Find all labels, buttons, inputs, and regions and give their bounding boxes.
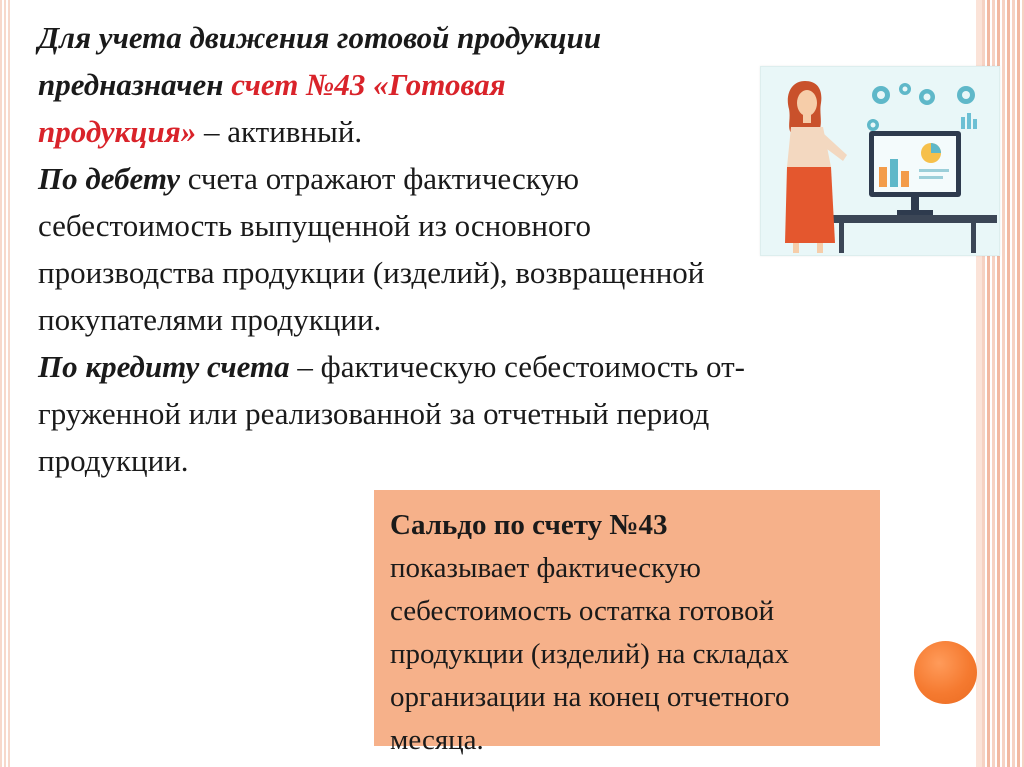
paragraph-3-line-3: продукции. bbox=[38, 443, 189, 478]
paragraph-3-line-1 bbox=[38, 343, 968, 390]
paragraph-2-line-3: производства продукции (изделий), возвращенной bbox=[38, 255, 705, 290]
account-title-highlight: счет №43 «Готовая bbox=[231, 67, 506, 102]
text-span: счета отражают фактическую bbox=[180, 161, 579, 196]
decorative-orange-circle bbox=[914, 641, 977, 704]
debit-heading: По дебету bbox=[38, 161, 181, 196]
balance-info-box bbox=[374, 490, 880, 756]
info-box-line: месяца. bbox=[390, 724, 484, 756]
info-box-line: показывает фактическую bbox=[390, 552, 701, 584]
info-box-line: себестоимость остатка готовой bbox=[390, 595, 775, 627]
text-span: – активный. bbox=[196, 114, 363, 149]
info-box-title: Сальдо по счету №43 bbox=[390, 509, 668, 541]
text-span: Для учета движения готовой продукции bbox=[38, 20, 602, 55]
paragraph-2-line-2: себестоимость выпущенной из основного bbox=[38, 208, 591, 243]
credit-heading: По кредиту счета bbox=[38, 349, 290, 384]
info-box-line: организации на конец отчетного bbox=[390, 681, 790, 713]
slide-left-border bbox=[0, 0, 10, 767]
info-box-line: продукции (изделий) на складах bbox=[390, 638, 790, 670]
paragraph-2-line-4: покупателями продукции. bbox=[38, 302, 382, 337]
paragraph-1-line-1 bbox=[38, 14, 968, 61]
account-title-highlight: продукция» bbox=[38, 114, 197, 149]
text-span: предназначен bbox=[38, 67, 232, 102]
woman-at-computer-illustration bbox=[760, 66, 1000, 256]
text-span: – фактическую себестоимость от- bbox=[289, 349, 745, 384]
paragraph-3-line-2: груженной или реализованной за отчетный период bbox=[38, 396, 710, 431]
